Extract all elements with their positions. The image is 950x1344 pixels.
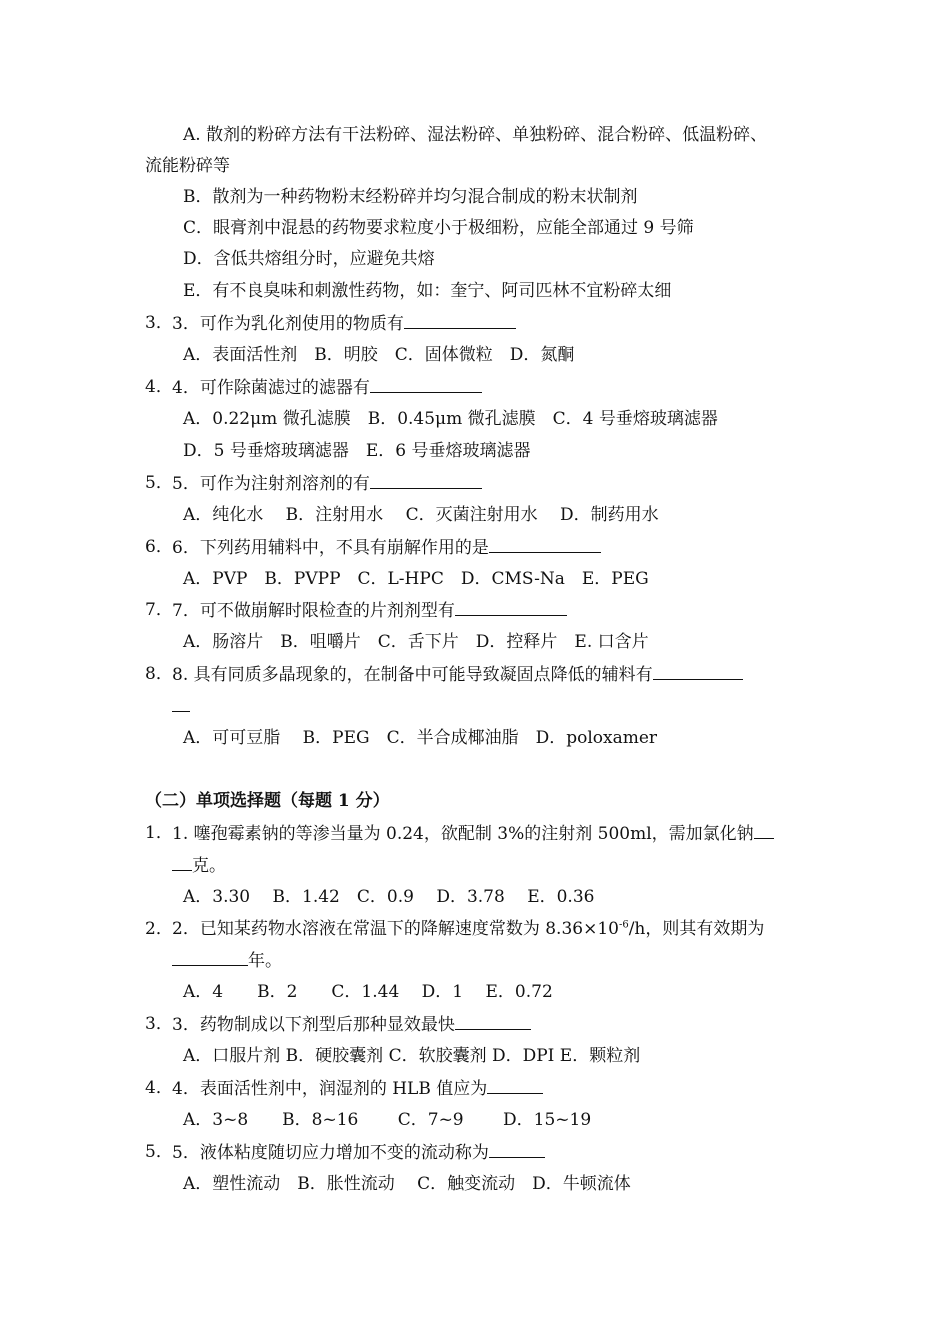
question-options: A．口服片剂 B．硬胶囊剂 C．软胶囊剂 D．DPI E．颗粒剂 [183, 1046, 641, 1066]
question-options: A．4 B．2 C．1.44 D．1 E．0.72 [183, 982, 553, 1002]
question-number: 3． [145, 1014, 173, 1034]
question-text: 5．可作为注射剂溶剂的有 [172, 472, 482, 495]
option-c: C．眼膏剂中混悬的药物要求粒度小于极细粉，应能全部通过 9 号筛 [183, 218, 694, 238]
section-title: （二）单项选择题（每题 1 分） [145, 791, 390, 811]
question-text: 4．可作除菌滤过的滤器有 [172, 376, 482, 399]
question-options: A．PVP B．PVPP C．L-HPC D．CMS-Na E．PEG [183, 569, 649, 589]
answer-blank [653, 663, 743, 680]
question-number: 6． [145, 537, 173, 557]
answer-blank [404, 312, 516, 329]
option-a-line1: A. 散剂的粉碎方法有干法粉碎、湿法粉碎、单独粉碎、混合粉碎、低温粉碎、 [183, 125, 768, 145]
answer-blank [489, 1141, 545, 1158]
question-number: 4． [145, 377, 173, 397]
option-e: E．有不良臭味和刺激性药物，如：奎宁、阿司匹林不宜粉碎太细 [183, 281, 672, 301]
question-text: 8. 具有同质多晶现象的，在制备中可能导致凝固点降低的辅料有 [172, 663, 743, 686]
answer-blank [172, 854, 192, 871]
question-text: 2．已知某药物水溶液在常温下的降解速度常数为 $8.36\times 10^{-6}/h$，则其有效期为 [172, 919, 765, 939]
question-options: A．纯化水 B．注射用水 C．灭菌注射用水 D．制药用水 [183, 505, 659, 525]
question-text: 3．药物制成以下剂型后那种显效最快 [172, 1013, 531, 1036]
question-text-line2: 年。 [172, 949, 282, 972]
question-number: 1． [145, 823, 173, 843]
question-number: 3． [145, 313, 173, 333]
answer-blank [172, 949, 248, 966]
answer-blank [754, 822, 774, 839]
question-number: 4． [145, 1078, 173, 1098]
answer-blank [489, 536, 601, 553]
question-number: 8． [145, 664, 173, 684]
question-text: 1. 噻孢霉素钠的等渗当量为 0.24，欲配制 3%的注射剂 500ml，需加氯化钠 [172, 822, 774, 845]
question-options: A．3~8 B．8~16 C．7~9 D．15~19 [183, 1110, 592, 1130]
question-options: A．3.30 B．1.42 C．0.9 D．3.78 E．0.36 [183, 887, 595, 907]
answer-blank [455, 1013, 531, 1030]
answer-blank [487, 1077, 543, 1094]
option-a-line2: 流能粉碎等 [145, 156, 230, 176]
question-text: 3．可作为乳化剂使用的物质有 [172, 312, 516, 335]
question-text-line2: 克。 [172, 854, 226, 877]
question-text: 4．表面活性剂中，润湿剂的 HLB 值应为 [172, 1077, 543, 1100]
question-options: A．塑性流动 B．胀性流动 C．触变流动 D．牛顿流体 [183, 1174, 631, 1194]
option-d: D．含低共熔组分时，应避免共熔 [183, 249, 435, 269]
question-options: A．肠溶片 B．咀嚼片 C．舌下片 D．控释片 E. 口含片 [183, 632, 649, 652]
question-text: 5．液体粘度随切应力增加不变的流动称为 [172, 1141, 545, 1164]
question-text: 7．可不做崩解时限检查的片剂剂型有 [172, 599, 567, 622]
question-text: 6．下列药用辅料中，不具有崩解作用的是 [172, 536, 601, 559]
question-options: A．0.22μm 微孔滤膜 B．0.45μm 微孔滤膜 C．4 号垂熔玻璃滤器 [183, 409, 718, 429]
answer-blank [370, 472, 482, 489]
question-number: 2． [145, 919, 173, 939]
question-number: 5． [145, 473, 173, 493]
question-options: D．5 号垂熔玻璃滤器 E．6 号垂熔玻璃滤器 [183, 441, 531, 461]
question-options: A．表面活性剂 B．明胶 C．固体微粒 D．氮酮 [183, 345, 575, 365]
question-number: 7． [145, 600, 173, 620]
question-number: 5． [145, 1142, 173, 1162]
option-b: B．散剂为一种药物粉末经粉碎并均匀混合制成的粉末状制剂 [183, 187, 638, 207]
answer-blank-continued [172, 695, 190, 718]
question-options: A．可可豆脂 B．PEG C．半合成椰油脂 D．poloxamer [183, 728, 658, 748]
answer-blank [455, 599, 567, 616]
answer-blank [370, 376, 482, 393]
